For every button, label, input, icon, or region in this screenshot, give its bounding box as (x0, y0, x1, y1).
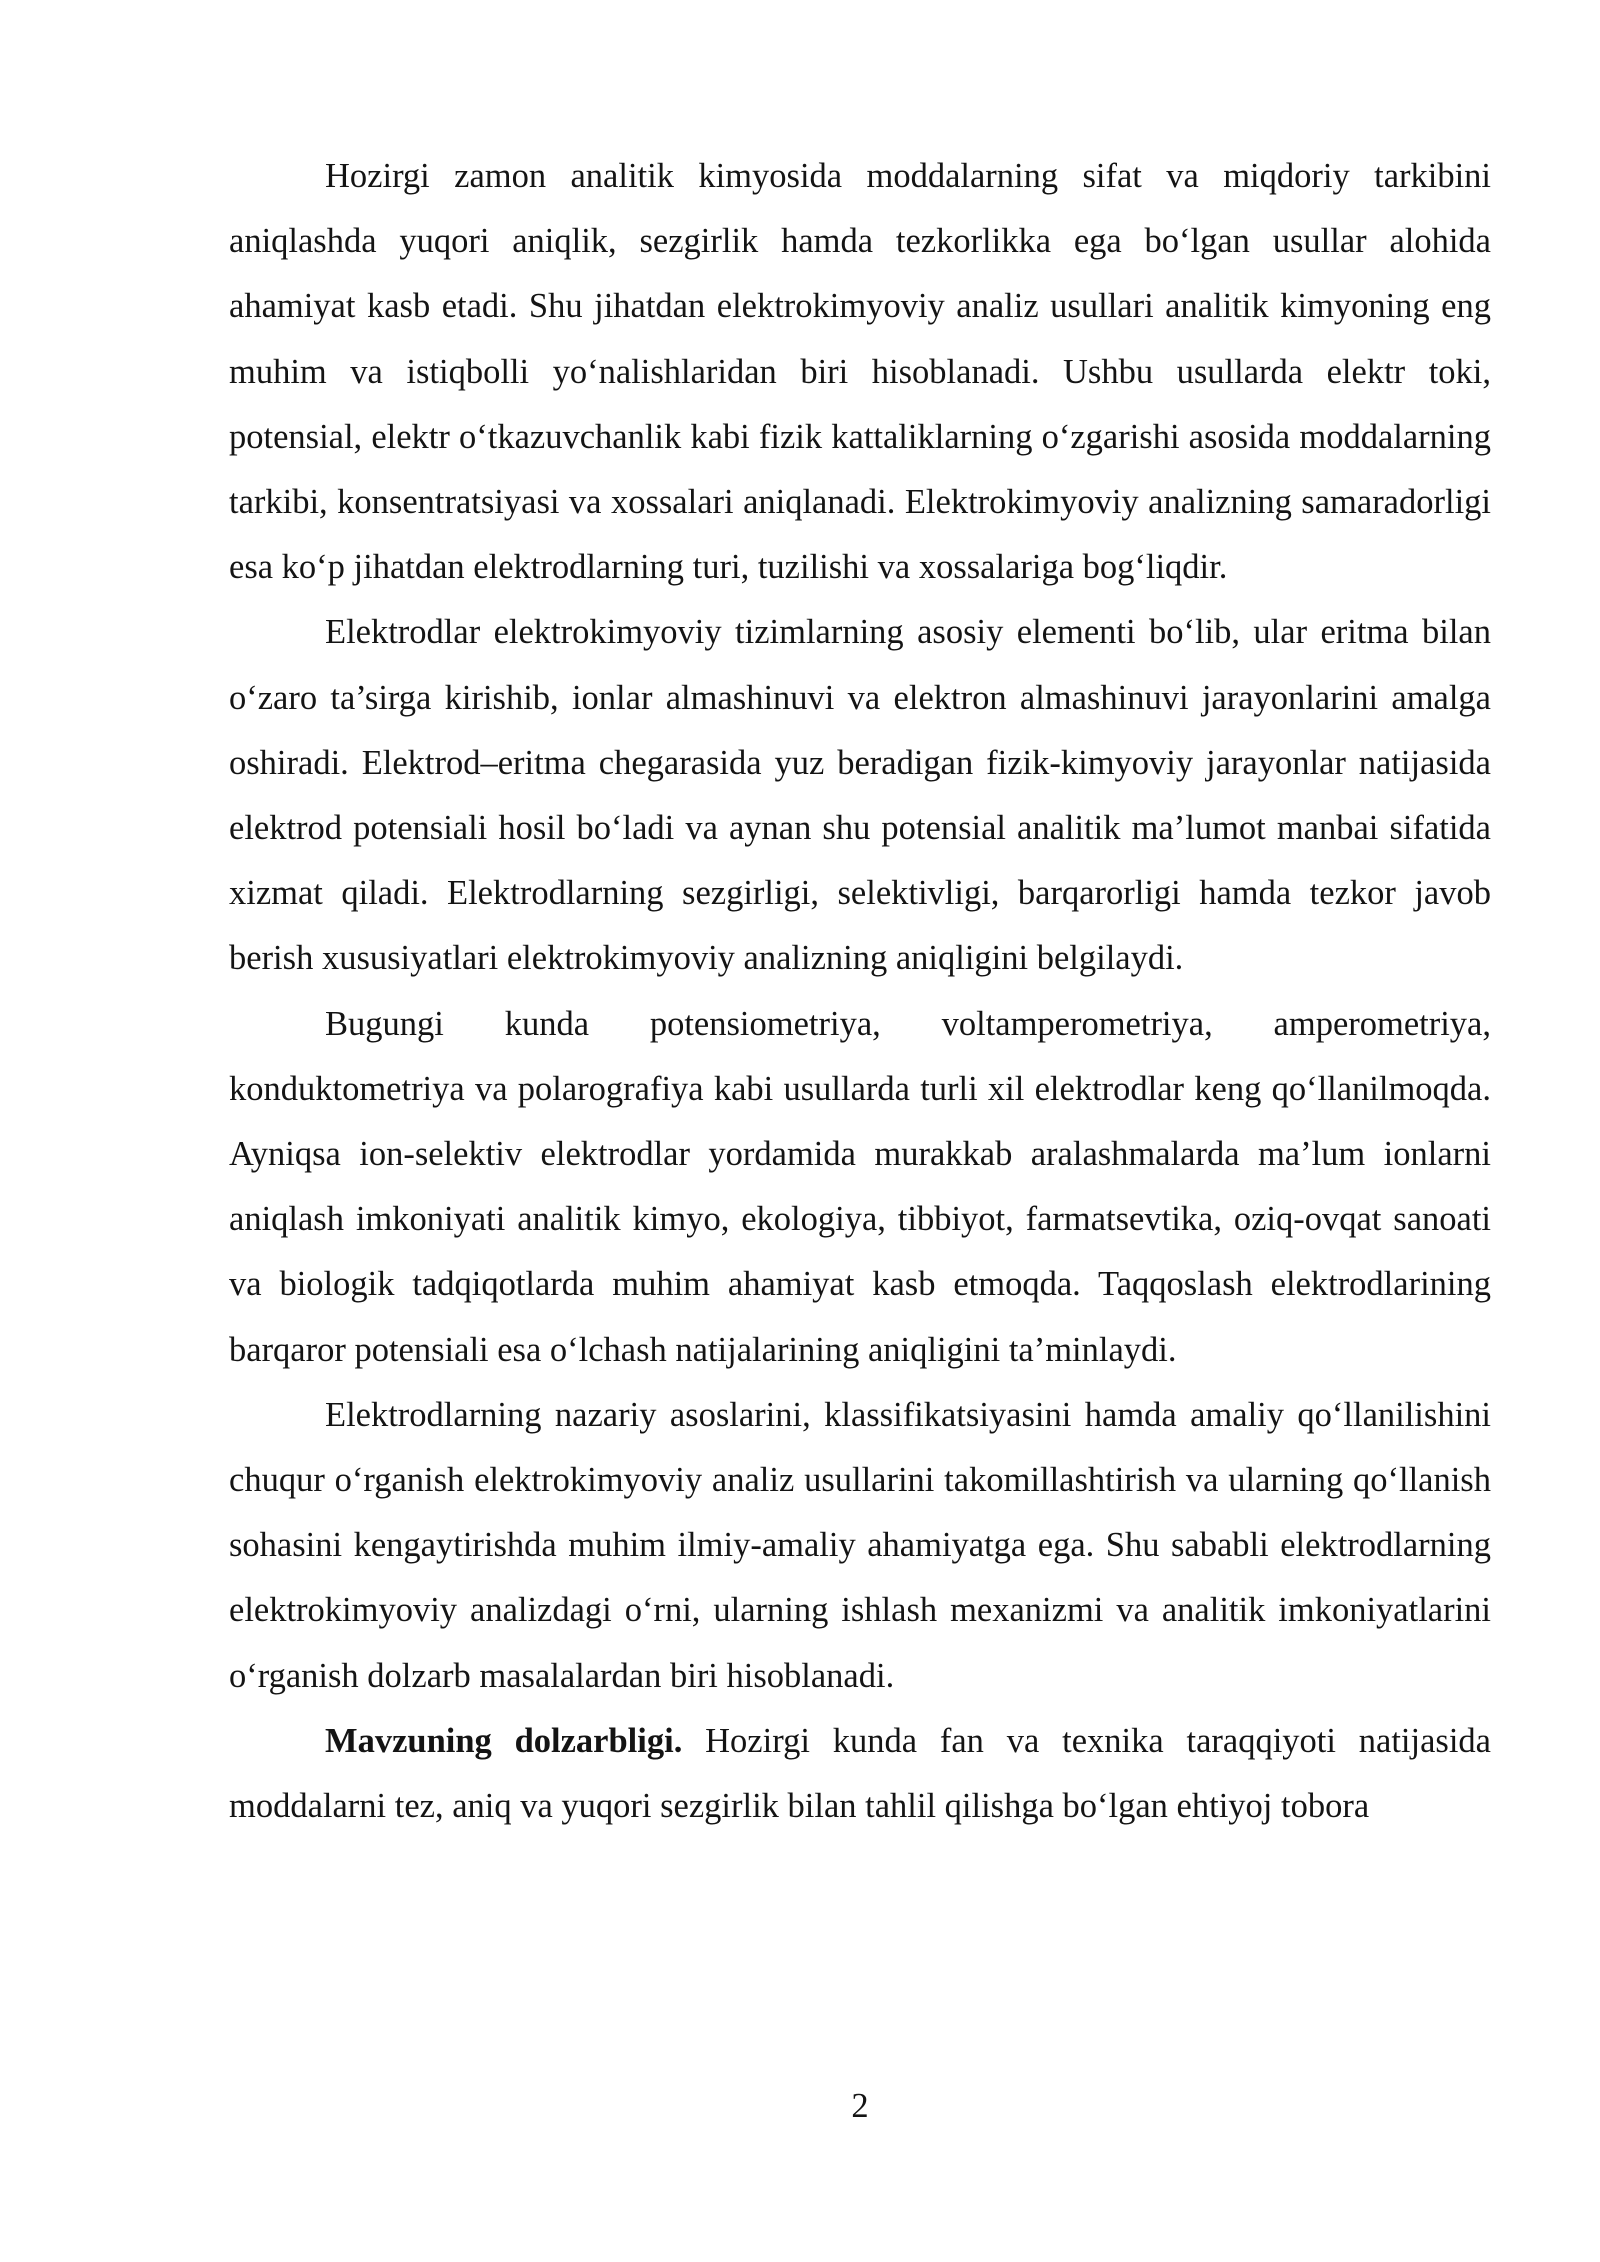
paragraph-study-importance: Elektrodlarning nazariy asoslarini, klassifikatsiyasini hamda amaliy qo‘llanilishini chuqur o‘rganish elektrokimyoviy analiz usullarini takomillashtirish va ularning qo‘llanish sohasini kengaytirishda muhim ilmiy-amaliy ahamiyatga ega. Shu sababli elektrodlarning elektrokimyoviy analizdagi o‘rni, ularning ishlash mexanizmi va analitik imkoniyatlarini o‘rganish dolzarb masalalardan biri hisoblanadi. (229, 1395, 1491, 1695)
relevance-heading: Mavzuning dolzarbligi. (325, 1721, 683, 1760)
paragraph-electrodes: Elektrodlar elektrokimyoviy tizimlarning asosiy elementi bo‘lib, ular eritma bilan o‘zaro ta’sirga kirishib, ionlar almashinuvi va elektron almashinuvi jarayonlarini amalga oshiradi. Elektrod–eritma chegarasida yuz beradigan fizik-kimyoviy jarayonlar natijasida elektrod potensiali hosil bo‘ladi va aynan shu potensial analitik ma’lumot manbai sifatida xizmat qiladi. Elektrodlarning sezgirligi, selektivligi, barqarorligi hamda tezkor javob berish xususiyatlari elektrokimyoviy analizning aniqligini belgilaydi. (229, 613, 1491, 978)
paragraph-relevance (229, 1709, 1491, 1839)
paragraph-methods: Bugungi kunda potensiometriya, voltamperometriya, amperometriya, konduktometriya va polarografiya kabi usullarda turli xil elektrodlar keng qo‘llanilmoqda. Ayniqsa ion-selektiv elektrodlar yordamida murakkab aralashmalarda ma’lum ionlarni aniqlash imkoniyati analitik kimyo, ekologiya, tibbiyot, farmatsevtika, oziq-ovqat sanoati va biologik tadqiqotlarda muhim ahamiyat kasb etmoqda. Taqqoslash elektrodlarining barqaror potensiali esa o‘lchash natijalarining aniqligini ta’minlaydi. (229, 1004, 1491, 1369)
relevance-text: Hozirgi kunda fan va texnika taraqqiyoti natijasida moddalarni tez, aniq va yuqori sezgirlik bilan tahlil qilishga bo‘lgan ehtiyoj tobora (229, 1721, 1491, 1826)
document-body (229, 144, 1491, 1839)
paragraph-intro: Hozirgi zamon analitik kimyosida moddalarning sifat va miqdoriy tarkibini aniqlashda yuqori aniqlik, sezgirlik hamda tezkorlikka ega bo‘lgan usullar alohida ahamiyat kasb etadi. Shu jihatdan elektrokimyoviy analiz usullari analitik kimyoning eng muhim va istiqbolli yo‘nalishlaridan biri hisoblanadi. Ushbu usullarda elektr toki, potensial, elektr o‘tkazuvchanlik kabi fizik kattaliklarning o‘zgarishi asosida moddalarning tarkibi, konsentratsiyasi va xossalari aniqlanadi. Elektrokimyoviy analizning samaradorligi esa ko‘p jihatdan elektrodlarning turi, tuzilishi va xossalariga bog‘liqdir. (229, 157, 1491, 587)
page-number: 2 (851, 2087, 869, 2125)
